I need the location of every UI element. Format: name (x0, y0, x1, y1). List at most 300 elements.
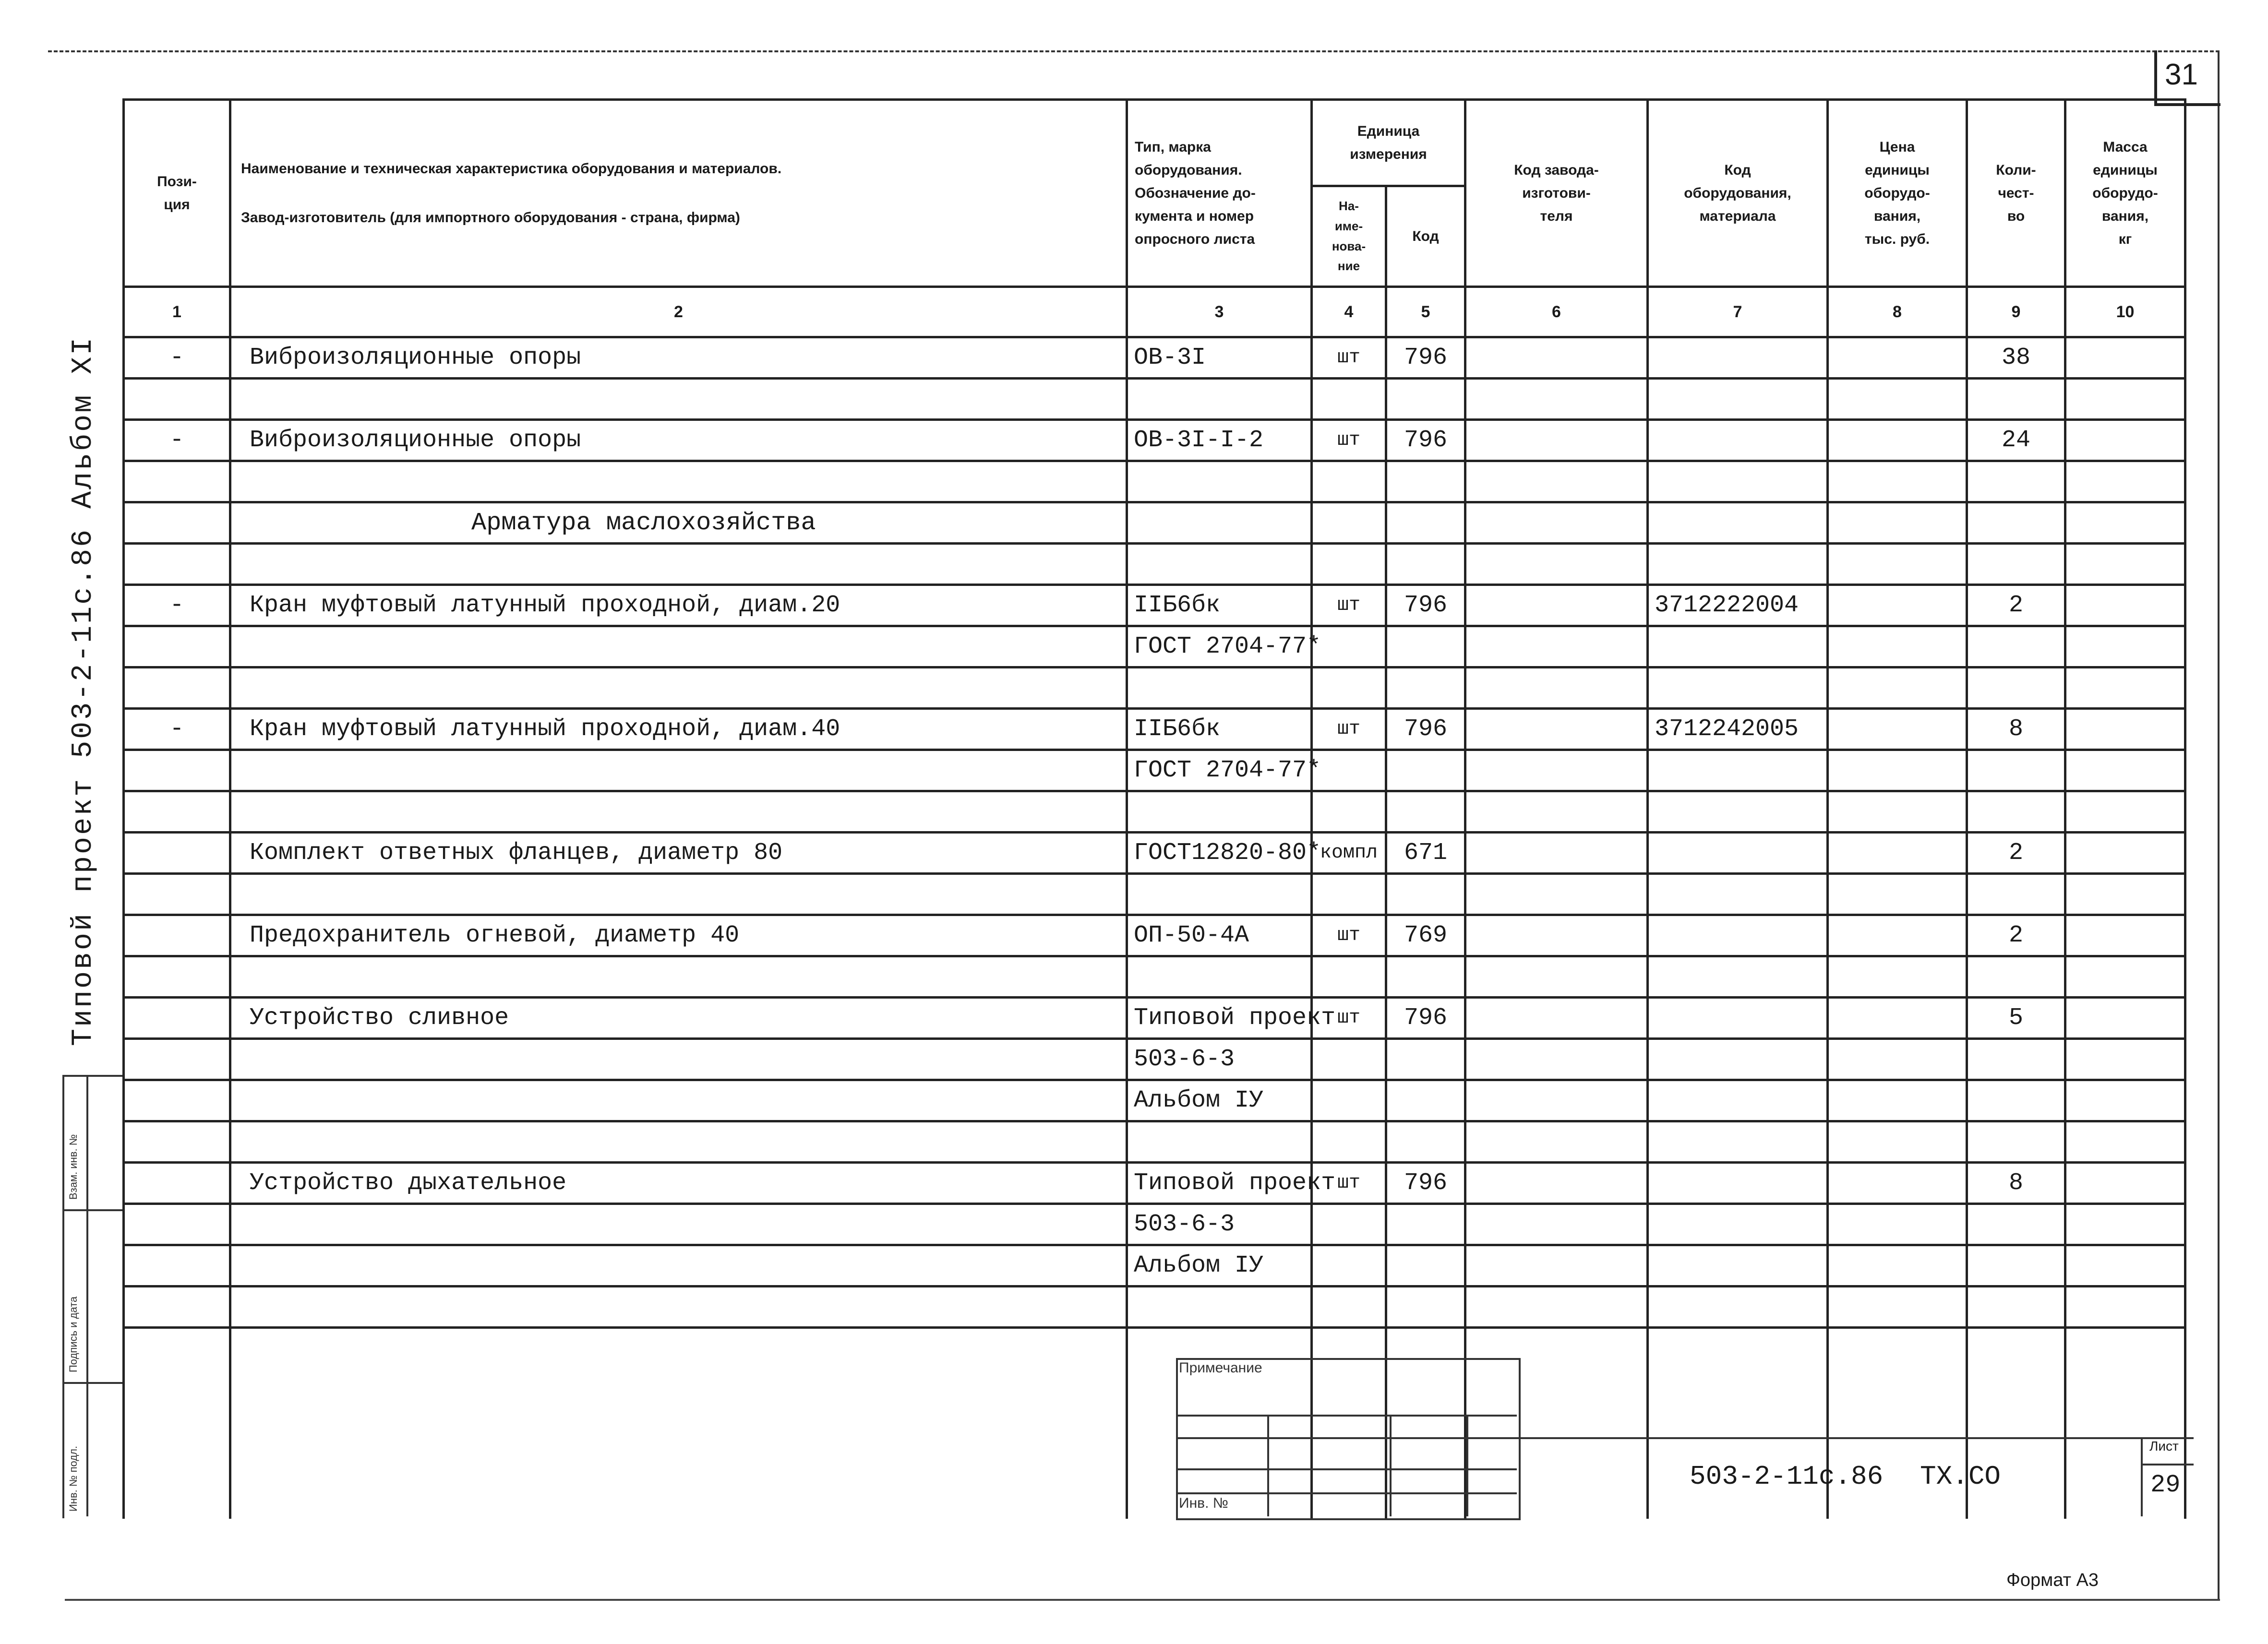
page-number: 31 (2165, 58, 2198, 91)
column-number-row (124, 287, 2185, 337)
mass-cell (2065, 1245, 2185, 1287)
equipment-code-cell: 3712222004 (1648, 585, 1828, 626)
header-unit-name: На- име- нова- ние (1312, 186, 1386, 287)
name-cell (230, 1080, 1127, 1121)
equipment-code-cell (1648, 915, 1828, 956)
header-plant-code: Код завода- изготови- теля (1465, 100, 1648, 287)
quantity-cell (1967, 502, 2065, 544)
position-cell (124, 791, 230, 833)
empty-cell (230, 1328, 1127, 1519)
equipment-code-cell: 3712242005 (1648, 709, 1828, 750)
side-stamp-line (62, 1382, 122, 1384)
unit-name-cell: шт (1312, 709, 1386, 750)
unit-code-cell: 796 (1386, 337, 1465, 379)
table-row (124, 420, 2185, 461)
name-cell: Устройство дыхательное (230, 1163, 1127, 1204)
equipment-code-cell (1648, 1245, 1828, 1287)
unit-name-cell (1312, 1287, 1386, 1328)
table-row (124, 1080, 2185, 1121)
equipment-code-cell (1648, 1039, 1828, 1080)
equipment-code-cell (1648, 544, 1828, 585)
mass-cell (2065, 1080, 2185, 1121)
price-cell (1828, 1039, 1967, 1080)
empty-cell (124, 1328, 230, 1519)
unit-code-cell (1386, 626, 1465, 667)
plant-code-cell (1465, 998, 1648, 1039)
quantity-cell: 2 (1967, 915, 2065, 956)
unit-name-cell: компл (1312, 833, 1386, 874)
position-cell (124, 461, 230, 502)
name-cell (230, 626, 1127, 667)
section-title: Арматура маслохозяйства (230, 502, 1127, 544)
equipment-code-cell (1648, 1080, 1828, 1121)
name-cell (230, 791, 1127, 833)
quantity-cell (1967, 791, 2065, 833)
name-cell: Виброизоляционные опоры (230, 420, 1127, 461)
plant-code-cell (1465, 1287, 1648, 1328)
quantity-cell (1967, 626, 2065, 667)
unit-name-cell: шт (1312, 1163, 1386, 1204)
price-cell (1828, 791, 1967, 833)
equipment-code-cell (1648, 750, 1828, 791)
col-number: 9 (1967, 287, 2065, 337)
mass-cell (2065, 956, 2185, 998)
table-row (124, 956, 2185, 998)
price-cell (1828, 461, 1967, 502)
col-number: 2 (230, 287, 1127, 337)
unit-code-cell (1386, 750, 1465, 791)
price-cell (1828, 709, 1967, 750)
equipment-code-cell (1648, 874, 1828, 915)
unit-code-cell (1386, 461, 1465, 502)
mass-cell (2065, 1287, 2185, 1328)
title-block-divider (1267, 1415, 1269, 1516)
name-cell: Виброизоляционные опоры (230, 337, 1127, 379)
table-row (124, 874, 2185, 915)
type-cell (1127, 1287, 1312, 1328)
section-row (124, 502, 2185, 544)
table-row (124, 1245, 2185, 1287)
equipment-code-cell (1648, 791, 1828, 833)
position-cell (124, 998, 230, 1039)
price-cell (1828, 956, 1967, 998)
table-header-row (124, 100, 2185, 186)
col-number: 7 (1648, 287, 1828, 337)
plant-code-cell (1465, 1121, 1648, 1163)
table-row (124, 750, 2185, 791)
position-cell (124, 544, 230, 585)
unit-code-cell (1386, 379, 1465, 420)
title-block-line (1176, 1437, 1517, 1439)
unit-code-cell (1386, 1039, 1465, 1080)
mass-cell (2065, 1163, 2185, 1204)
plant-code-cell (1465, 1245, 1648, 1287)
type-cell (1127, 667, 1312, 709)
unit-code-cell (1386, 874, 1465, 915)
name-cell (230, 1245, 1127, 1287)
mass-cell (2065, 915, 2185, 956)
equipment-code-cell (1648, 502, 1828, 544)
format-label: Формат А3 (2006, 1570, 2099, 1590)
position-cell (124, 956, 230, 998)
price-cell (1828, 998, 1967, 1039)
plant-code-cell (1465, 1204, 1648, 1245)
unit-code-cell: 796 (1386, 420, 1465, 461)
unit-name-cell (1312, 1080, 1386, 1121)
quantity-cell: 24 (1967, 420, 2065, 461)
position-cell (124, 1204, 230, 1245)
table-row (124, 585, 2185, 626)
col-number: 1 (124, 287, 230, 337)
plant-code-cell (1465, 874, 1648, 915)
unit-name-cell (1312, 379, 1386, 420)
price-cell (1828, 544, 1967, 585)
equipment-code-cell (1648, 1287, 1828, 1328)
title-block-divider (1390, 1415, 1392, 1516)
unit-name-cell (1312, 1245, 1386, 1287)
plant-code-cell (1465, 461, 1648, 502)
quantity-cell: 2 (1967, 585, 2065, 626)
name-cell: Устройство сливное (230, 998, 1127, 1039)
mass-cell (2065, 626, 2185, 667)
quantity-cell (1967, 1080, 2065, 1121)
unit-code-cell (1386, 544, 1465, 585)
position-cell (124, 1287, 230, 1328)
type-cell: ОП-50-4А (1127, 915, 1312, 956)
price-cell (1828, 1080, 1967, 1121)
unit-name-cell (1312, 626, 1386, 667)
mass-cell (2065, 544, 2185, 585)
mass-cell (2065, 420, 2185, 461)
unit-code-cell (1386, 1245, 1465, 1287)
position-cell (124, 502, 230, 544)
inv-label: Инв. № (1179, 1495, 1228, 1511)
type-cell: 503-6-3 (1127, 1039, 1312, 1080)
name-cell (230, 956, 1127, 998)
quantity-cell (1967, 1039, 2065, 1080)
price-cell (1828, 1204, 1967, 1245)
unit-code-cell (1386, 667, 1465, 709)
mass-cell (2065, 461, 2185, 502)
table-row (124, 1204, 2185, 1245)
unit-name-cell (1312, 1039, 1386, 1080)
unit-name-cell (1312, 791, 1386, 833)
position-cell (124, 1163, 230, 1204)
unit-code-cell (1386, 1287, 1465, 1328)
unit-name-cell: шт (1312, 420, 1386, 461)
col-number: 10 (2065, 287, 2185, 337)
header-unit-code: Код (1386, 186, 1465, 287)
name-cell (230, 1121, 1127, 1163)
name-cell (230, 667, 1127, 709)
price-cell (1828, 667, 1967, 709)
name-cell (230, 750, 1127, 791)
equipment-code-cell (1648, 667, 1828, 709)
position-cell (124, 915, 230, 956)
equipment-code-cell (1648, 1204, 1828, 1245)
plant-code-cell (1465, 667, 1648, 709)
document-tag: ТХ.СО (1920, 1461, 2001, 1492)
plant-code-cell (1465, 544, 1648, 585)
price-cell (1828, 502, 1967, 544)
price-cell (1828, 337, 1967, 379)
unit-code-cell (1386, 1204, 1465, 1245)
sheet-list-number: 29 (2150, 1471, 2181, 1499)
quantity-cell (1967, 1245, 2065, 1287)
unit-name-cell: шт (1312, 915, 1386, 956)
position-cell (124, 667, 230, 709)
unit-code-cell (1386, 502, 1465, 544)
quantity-cell: 38 (1967, 337, 2065, 379)
unit-name-cell: шт (1312, 585, 1386, 626)
type-cell: IIБ6бк (1127, 709, 1312, 750)
type-cell: 503-6-3 (1127, 1204, 1312, 1245)
stamp-label-sign: Подпись и дата (67, 1296, 79, 1372)
table-row (124, 998, 2185, 1039)
quantity-cell (1967, 461, 2065, 502)
price-cell (1828, 626, 1967, 667)
name-cell (230, 1039, 1127, 1080)
quantity-cell (1967, 874, 2065, 915)
position-cell: - (124, 709, 230, 750)
position-cell: - (124, 420, 230, 461)
side-project-label: Типовой проект 503-2-11с.86 Альбом XI (67, 335, 100, 1046)
quantity-cell (1967, 1121, 2065, 1163)
type-cell (1127, 1121, 1312, 1163)
unit-name-cell (1312, 1121, 1386, 1163)
name-cell (230, 379, 1127, 420)
type-cell: ГОСТ 2704-77* (1127, 750, 1312, 791)
equipment-code-cell (1648, 956, 1828, 998)
type-cell: ГОСТ 2704-77* (1127, 626, 1312, 667)
side-stamp-divider (86, 1075, 88, 1516)
mass-cell (2065, 502, 2185, 544)
note-label: Примечание (1179, 1360, 1262, 1376)
name-cell: Комплект ответных фланцев, диаметр 80 (230, 833, 1127, 874)
type-cell: ОВ-3I (1127, 337, 1312, 379)
unit-name-cell (1312, 956, 1386, 998)
stamp-label-inv: Инв. № подл. (67, 1445, 79, 1512)
position-cell (124, 626, 230, 667)
quantity-cell (1967, 379, 2065, 420)
unit-code-cell: 796 (1386, 1163, 1465, 1204)
plant-code-cell (1465, 626, 1648, 667)
header-unit: Единица измерения (1312, 100, 1465, 186)
mass-cell (2065, 833, 2185, 874)
unit-name-cell (1312, 750, 1386, 791)
equipment-code-cell (1648, 1121, 1828, 1163)
position-cell (124, 1080, 230, 1121)
equipment-spec-table (122, 98, 2186, 1519)
header-name: Наименование и техническая характеристика оборудования и материалов. Завод-изготовитель (для импортного оборудования - страна, фирма) (230, 100, 1127, 287)
position-cell (124, 833, 230, 874)
type-cell: ГОСТ12820-80* (1127, 833, 1312, 874)
quantity-cell: 8 (1967, 1163, 2065, 1204)
header-price: Цена единицы оборудо- вания, тыс. руб. (1828, 100, 1967, 287)
equipment-code-cell (1648, 461, 1828, 502)
unit-code-cell: 796 (1386, 998, 1465, 1039)
plant-code-cell (1465, 915, 1648, 956)
unit-name-cell (1312, 461, 1386, 502)
plant-code-cell (1465, 502, 1648, 544)
type-cell: Альбом IУ (1127, 1080, 1312, 1121)
table-row (124, 1287, 2185, 1328)
mass-cell (2065, 585, 2185, 626)
quantity-cell (1967, 956, 2065, 998)
type-cell (1127, 379, 1312, 420)
unit-code-cell (1386, 791, 1465, 833)
plant-code-cell (1465, 337, 1648, 379)
table-row (124, 833, 2185, 874)
quantity-cell (1967, 544, 2065, 585)
table-row (124, 1121, 2185, 1163)
position-cell (124, 1245, 230, 1287)
mass-cell (2065, 337, 2185, 379)
type-cell: Альбом IУ (1127, 1245, 1312, 1287)
equipment-code-cell (1648, 379, 1828, 420)
plant-code-cell (1465, 379, 1648, 420)
col-number: 4 (1312, 287, 1386, 337)
plant-code-cell (1465, 420, 1648, 461)
mass-cell (2065, 791, 2185, 833)
price-cell (1828, 420, 1967, 461)
col-number: 5 (1386, 287, 1465, 337)
position-cell (124, 874, 230, 915)
header-quantity: Коли- чест- во (1967, 100, 2065, 287)
unit-code-cell (1386, 1080, 1465, 1121)
unit-code-cell (1386, 956, 1465, 998)
col-number: 3 (1127, 287, 1312, 337)
type-cell (1127, 956, 1312, 998)
type-cell (1127, 874, 1312, 915)
mass-cell (2065, 379, 2185, 420)
table-row (124, 667, 2185, 709)
side-stamp-line (62, 1209, 122, 1211)
type-cell (1127, 502, 1312, 544)
title-block-line (1176, 1468, 1517, 1470)
table-row (124, 626, 2185, 667)
type-cell: Типовой проект (1127, 998, 1312, 1039)
position-cell: - (124, 585, 230, 626)
equipment-code-cell (1648, 626, 1828, 667)
unit-name-cell: шт (1312, 337, 1386, 379)
plant-code-cell (1465, 585, 1648, 626)
header-mass: Масса единицы оборудо- вания, кг (2065, 100, 2185, 287)
mass-cell (2065, 709, 2185, 750)
name-cell (230, 874, 1127, 915)
name-cell: Кран муфтовый латунный проходной, диам.40 (230, 709, 1127, 750)
header-position: Пози- ция (124, 100, 230, 287)
price-cell (1828, 1245, 1967, 1287)
unit-code-cell: 769 (1386, 915, 1465, 956)
plant-code-cell (1465, 1039, 1648, 1080)
type-cell: ОВ-3I-I-2 (1127, 420, 1312, 461)
table-row (124, 1039, 2185, 1080)
quantity-cell (1967, 750, 2065, 791)
col-number: 8 (1828, 287, 1967, 337)
table-row (124, 709, 2185, 750)
price-cell (1828, 833, 1967, 874)
position-cell (124, 379, 230, 420)
unit-code-cell (1386, 1121, 1465, 1163)
plant-code-cell (1465, 791, 1648, 833)
type-cell: IIБ6бк (1127, 585, 1312, 626)
type-cell: Типовой проект (1127, 1163, 1312, 1204)
name-cell: Предохранитель огневой, диаметр 40 (230, 915, 1127, 956)
mass-cell (2065, 750, 2185, 791)
quantity-cell: 5 (1967, 998, 2065, 1039)
price-cell (1828, 1121, 1967, 1163)
name-cell: Кран муфтовый латунный проходной, диам.20 (230, 585, 1127, 626)
col-number: 6 (1465, 287, 1648, 337)
price-cell (1828, 1287, 1967, 1328)
position-cell: - (124, 337, 230, 379)
mass-cell (2065, 998, 2185, 1039)
table-row (124, 791, 2185, 833)
table-row (124, 1163, 2185, 1204)
price-cell (1828, 750, 1967, 791)
unit-code-cell: 671 (1386, 833, 1465, 874)
plant-code-cell (1465, 1080, 1648, 1121)
table-row (124, 461, 2185, 502)
unit-code-cell: 796 (1386, 585, 1465, 626)
equipment-code-cell (1648, 1163, 1828, 1204)
quantity-cell (1967, 1287, 2065, 1328)
document-code: 503-2-11с.86 (1690, 1461, 1884, 1492)
quantity-cell (1967, 667, 2065, 709)
type-cell (1127, 791, 1312, 833)
header-equipment-code: Код оборудования, материала (1648, 100, 1828, 287)
unit-name-cell (1312, 874, 1386, 915)
table-row (124, 915, 2185, 956)
unit-name-cell (1312, 667, 1386, 709)
price-cell (1828, 585, 1967, 626)
name-cell (230, 1287, 1127, 1328)
price-cell (1828, 379, 1967, 420)
mass-cell (2065, 1039, 2185, 1080)
quantity-cell: 2 (1967, 833, 2065, 874)
mass-cell (2065, 874, 2185, 915)
table-row (124, 379, 2185, 420)
plant-code-cell (1465, 750, 1648, 791)
plant-code-cell (1465, 956, 1648, 998)
equipment-code-cell (1648, 337, 1828, 379)
quantity-cell (1967, 1204, 2065, 1245)
name-cell (230, 1204, 1127, 1245)
sheet-list-divider (2141, 1464, 2194, 1465)
plant-code-cell (1465, 1163, 1648, 1204)
price-cell (1828, 915, 1967, 956)
unit-name-cell: шт (1312, 998, 1386, 1039)
unit-name-cell (1312, 544, 1386, 585)
name-cell (230, 461, 1127, 502)
sheet-list-label: Лист (2149, 1439, 2179, 1453)
position-cell (124, 1121, 230, 1163)
position-cell (124, 750, 230, 791)
type-cell (1127, 461, 1312, 502)
price-cell (1828, 1163, 1967, 1204)
equipment-code-cell (1648, 833, 1828, 874)
mass-cell (2065, 1121, 2185, 1163)
sheet-frame-bottom (65, 1599, 2220, 1601)
mass-cell (2065, 667, 2185, 709)
position-cell (124, 1039, 230, 1080)
title-block-line (1176, 1415, 1517, 1417)
quantity-cell: 8 (1967, 709, 2065, 750)
table-row (124, 337, 2185, 379)
mass-cell (2065, 1204, 2185, 1245)
unit-code-cell: 796 (1386, 709, 1465, 750)
